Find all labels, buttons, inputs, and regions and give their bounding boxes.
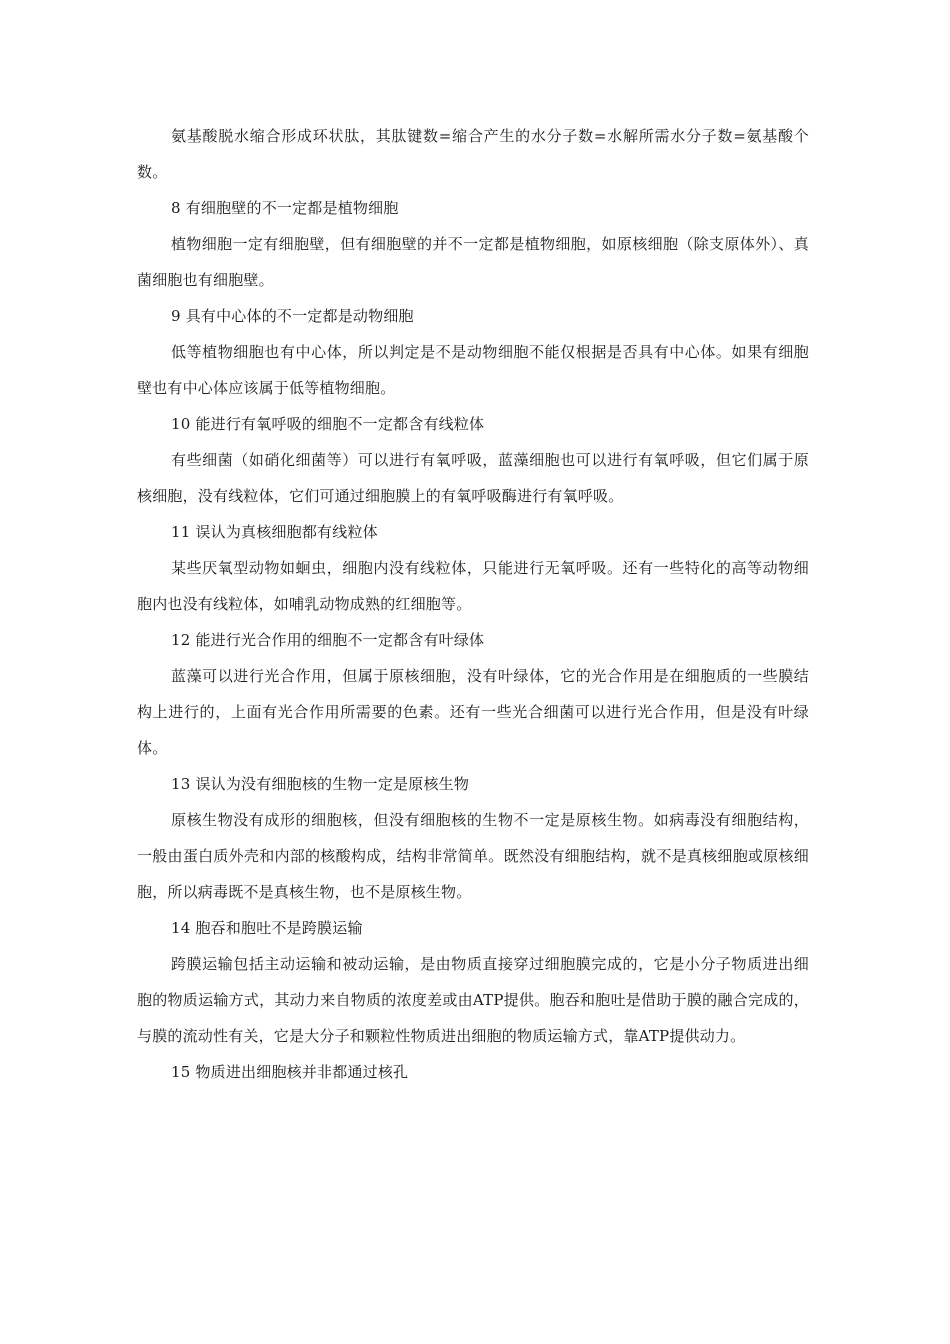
- paragraph-cyclic-peptide: 氨基酸脱水缩合形成环状肽，其肽键数=缩合产生的水分子数=水解所需水分子数=氨基酸个数。: [137, 127, 809, 181]
- paragraph-14: 跨膜运输包括主动运输和被动运输，是由物质直接穿过细胞膜完成的，它是小分子物质进出细胞的物质运输方式，其动力来自物质的浓度差或由ATP提供。胞吞和胞吐是借助于膜的融合完成的，与膜的流动性有关，它是大分子和颗粒性物质进出细胞的物质运输方式，靠ATP提供动力。: [137, 955, 809, 1045]
- document-body: [137, 118, 809, 1090]
- heading-11: 11 误认为真核细胞都有线粒体: [171, 523, 378, 541]
- heading-10: 10 能进行有氧呼吸的细胞不一定都含有线粒体: [171, 415, 485, 433]
- heading-9: 9 具有中心体的不一定都是动物细胞: [171, 307, 414, 325]
- heading-13: 13 误认为没有细胞核的生物一定是原核生物: [171, 775, 470, 793]
- paragraph-8: 植物细胞一定有细胞壁，但有细胞壁的并不一定都是植物细胞，如原核细胞（除支原体外）、真菌细胞也有细胞壁。: [137, 235, 809, 289]
- heading-15: 15 物质进出细胞核并非都通过核孔: [171, 1063, 409, 1081]
- heading-12: 12 能进行光合作用的细胞不一定都含有叶绿体: [171, 631, 485, 649]
- document-page: [137, 118, 809, 1090]
- paragraph-13: 原核生物没有成形的细胞核，但没有细胞核的生物不一定是原核生物。如病毒没有细胞结构，一般由蛋白质外壳和内部的核酸构成，结构非常简单。既然没有细胞结构，就不是真核细胞或原核细胞，所以病毒既不是真核生物，也不是原核生物。: [137, 811, 809, 901]
- paragraph-10: 有些细菌（如硝化细菌等）可以进行有氧呼吸，蓝藻细胞也可以进行有氧呼吸，但它们属于原核细胞，没有线粒体，它们可通过细胞膜上的有氧呼吸酶进行有氧呼吸。: [137, 451, 809, 505]
- paragraph-12: 蓝藻可以进行光合作用，但属于原核细胞，没有叶绿体，它的光合作用是在细胞质的一些膜结构上进行的，上面有光合作用所需要的色素。还有一些光合细菌可以进行光合作用，但是没有叶绿体。: [137, 667, 809, 757]
- paragraph-11: 某些厌氧型动物如蛔虫，细胞内没有线粒体，只能进行无氧呼吸。还有一些特化的高等动物细胞内也没有线粒体，如哺乳动物成熟的红细胞等。: [137, 559, 809, 613]
- paragraph-9: 低等植物细胞也有中心体，所以判定是不是动物细胞不能仅根据是否具有中心体。如果有细胞壁也有中心体应该属于低等植物细胞。: [137, 343, 809, 397]
- heading-8: 8 有细胞壁的不一定都是植物细胞: [171, 199, 399, 217]
- heading-14: 14 胞吞和胞吐不是跨膜运输: [171, 919, 363, 937]
